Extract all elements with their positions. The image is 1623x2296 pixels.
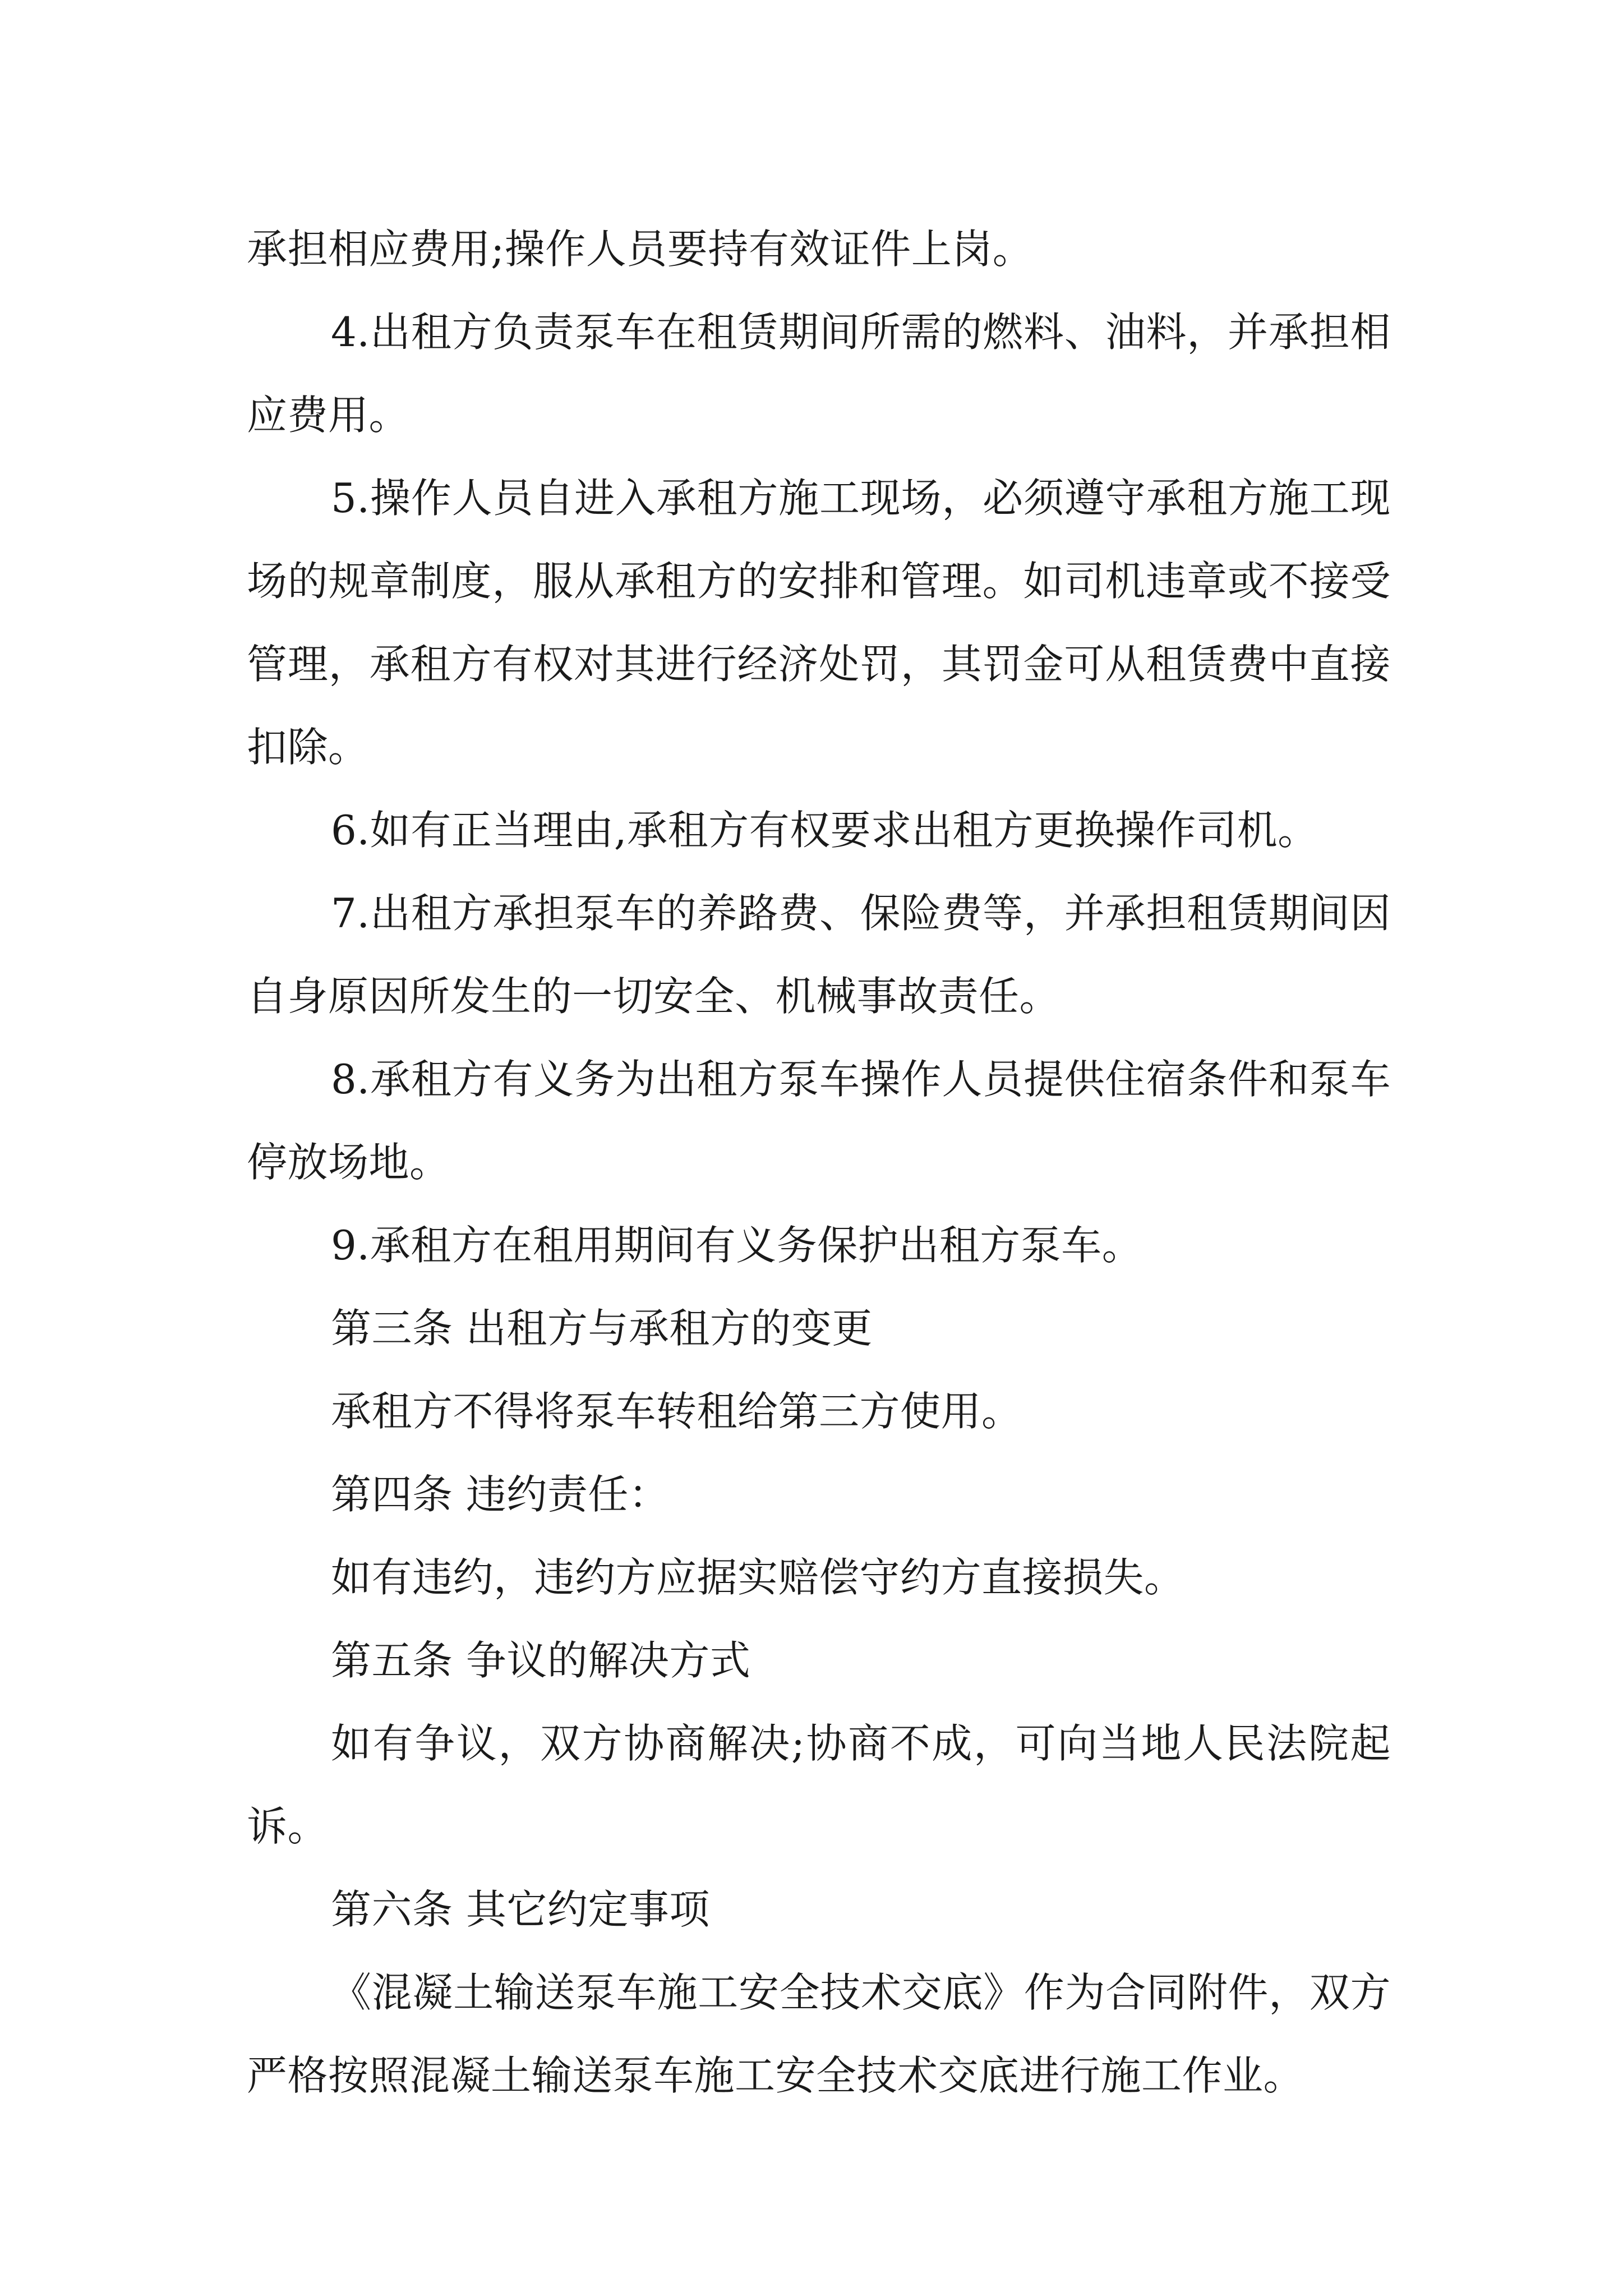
paragraph-item-8: 8.承租方有义务为出租方泵车操作人员提供住宿条件和泵车停放场地。	[247, 1056, 1391, 1186]
article-3-heading: 第三条 出租方与承租方的变更	[331, 1305, 873, 1352]
article-5-heading: 第五条 争议的解决方式	[331, 1637, 751, 1684]
article-6-body: 《混凝土输送泵车施工安全技术交底》作为合同附件，双方严格按照混凝土输送泵车施工安全技术交底进行施工作业。	[247, 1969, 1391, 2099]
paragraph-item-4: 4.出租方负责泵车在租赁期间所需的燃料、油料，并承担相应费用。	[247, 309, 1391, 439]
paragraph-item-5: 5.操作人员自进入承租方施工现场，必须遵守承租方施工现场的规章制度，服从承租方的安排和管理。如司机违章或不接受管理，承租方有权对其进行经济处罚，其罚金可从租赁费中直接扣除。	[247, 475, 1391, 771]
article-3-body: 承租方不得将泵车转租给第三方使用。	[331, 1388, 1022, 1435]
document-body	[247, 208, 1391, 2117]
article-5-body: 如有争议，双方协商解决;协商不成，可向当地人民法院起诉。	[247, 1720, 1391, 1850]
article-4-body: 如有违约，违约方应据实赔偿守约方直接损失。	[331, 1554, 1185, 1601]
article-6-heading: 第六条 其它约定事项	[331, 1886, 710, 1933]
paragraph-item-9: 9.承租方在租用期间有义务保护出租方泵车。	[331, 1222, 1143, 1269]
paragraph-continuation: 承担相应费用;操作人员要持有效证件上岗。	[247, 226, 1034, 273]
article-4-heading: 第四条 违约责任：	[331, 1471, 670, 1518]
paragraph-item-6: 6.如有正当理由,承租方有权要求出租方更换操作司机。	[331, 807, 1318, 854]
paragraph-item-7: 7.出租方承担泵车的养路费、保险费等，并承担租赁期间因自身原因所发生的一切安全、机械事故责任。	[247, 890, 1391, 1020]
